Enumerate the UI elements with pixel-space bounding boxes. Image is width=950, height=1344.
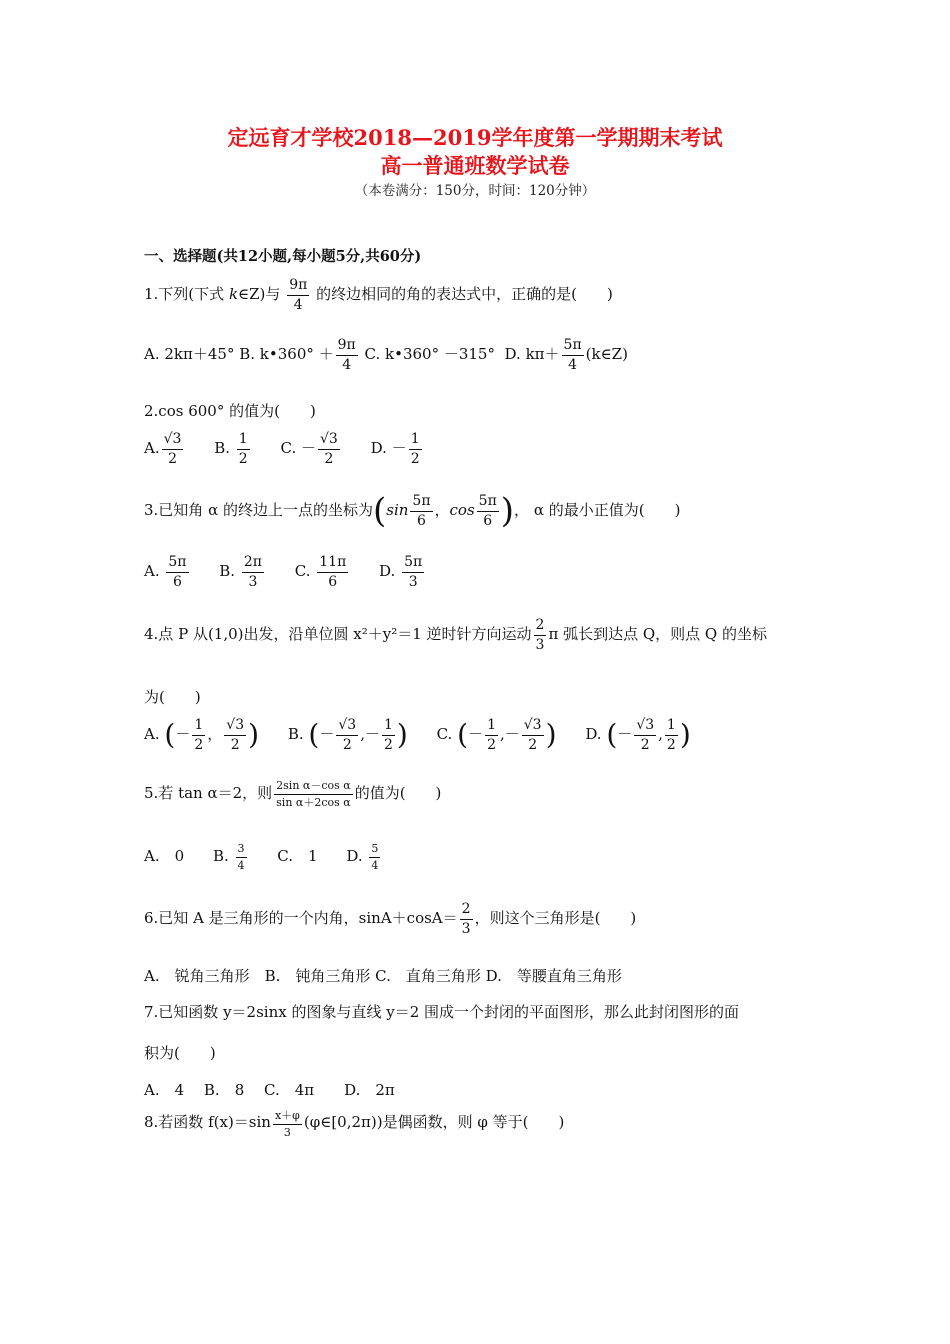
exam-info: （本卷满分：150分，时间：120分钟） — [354, 183, 596, 199]
question-4-options: A. (－ $\frac{1}{2}$ ， $\frac{√3}{2}$ ) B. (－ $\frac{√3}{2}$ ,－ $\frac{1}{2}$ ) C. (－ $\frac{1}{2}$ ,－ $\frac{√3}{2}$ ) D. (－ $\frac{√3}{2}$ , $\frac{1}{2}$ ) — [144, 717, 691, 753]
question-1-options — [144, 338, 628, 372]
option-b: B. k•360° ＋ $\frac{9\pi}{4}$ — [239, 337, 356, 373]
question-4-cont: 为( ) — [144, 688, 201, 706]
question-7-options: A. 4 B. 8 C. 4π D. 2π — [144, 1081, 395, 1099]
question-7-cont: 积为( ) — [144, 1044, 216, 1062]
section-heading: 一、选择题(共12小题,每小题5分,共60分) — [144, 248, 422, 265]
question-6-options: A. 锐角三角形 B. 钝角三角形 C. 直角三角形 D. 等腰直角三角形 — [144, 967, 622, 985]
question-2-options: A. $\frac{√3}{2}$ B. $\frac{1}{2}$ C. － $\frac{√3}{2}$ D. － $\frac{1}{2}$ — [144, 431, 420, 467]
question-1: 1.下列(下式 k∈Z)与 $\frac{9\pi}{4}$ 的终边相同的角的表达式中，正确的是( ) — [144, 277, 613, 313]
question-8: 8.若函数 f(x)＝sin $\frac{x+\varphi}{3}$ (φ∈[0,2π))是偶函数，则 φ 等于( ) — [144, 1109, 565, 1139]
question-2: 2.cos 600° 的值为( ) — [144, 402, 316, 420]
exam-title: 定远育才学校2018—2019学年度第一学期期末考试 — [227, 125, 723, 150]
option-a: A. 2kπ＋45° — [144, 345, 235, 364]
option-c: C. k•360° －315° — [364, 345, 495, 364]
question-5-options: A. 0 B. $\frac{3}{4}$ C. 1 D. $\frac{5}{4}$ — [144, 842, 379, 872]
question-7: 7.已知函数 y＝2sinx 的图象与直线 y＝2 围成一个封闭的平面图形，那么此封闭图形的面 — [144, 1003, 740, 1021]
exam-subject-title: 高一普通班数学试卷 — [380, 153, 570, 178]
question-4: 4.点 P 从(1,0)出发，沿单位圆 x²＋y²＝1 逆时针方向运动 $\frac{2}{3}$ π 弧长到达点 Q，则点 Q 的坐标 — [144, 617, 767, 653]
option-d: D. kπ＋ $\frac{5\pi}{4}$ (k∈Z) — [504, 337, 628, 373]
question-6: 6.已知 A 是三角形的一个内角，sinA＋cosA＝ $\frac{2}{3}$ ，则这个三角形是( ) — [144, 901, 637, 937]
question-3: 3.已知角 α 的终边上一点的坐标为(sin $\frac{5\pi}{6}$ ，cos $\frac{5\pi}{6}$ )， α 的最小正值为( ) — [144, 491, 681, 532]
question-5: 5.若 tan α＝2，则 $\frac{\text{2sin α－cos α}}{\text{sin α＋2cos α}}$ 的值为( ) — [144, 779, 442, 809]
question-3-options: A. $\frac{5\pi}{6}$ B. $\frac{2\pi}{3}$ C. $\frac{11\pi}{6}$ D. $\frac{5\pi}{3}$ — [144, 554, 423, 590]
